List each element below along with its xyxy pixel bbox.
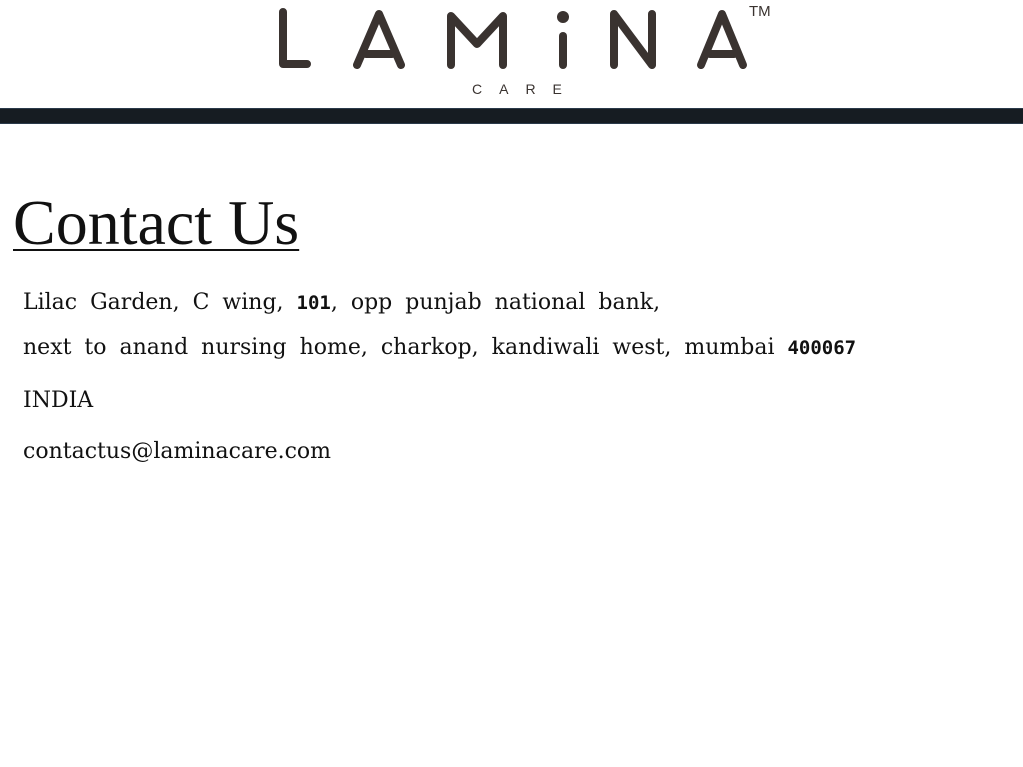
email-link[interactable]: contactus@laminacare.com [23,439,332,464]
postal-code: 400067 [787,337,857,359]
address-block [23,288,856,363]
lamina-care-logo [0,0,1023,108]
header-divider-band [0,108,1023,124]
trademark-symbol: TM [749,3,771,20]
logo-subtext: CARE [472,81,579,97]
country: INDIA [23,388,94,413]
address-line-1-start: Lilac Garden, C wing, [23,290,297,315]
address-line-1 [23,288,856,318]
address-line-2-text: next to anand nursing home, charkop, kandiwali west, mumbai [23,335,788,360]
logo-i-dot [557,11,569,23]
address-line-2 [23,333,856,363]
page-title: Contact Us [13,187,300,258]
wing-number: 101 [296,292,331,314]
address-line-1-end: , opp punjab national bank, [330,290,661,315]
